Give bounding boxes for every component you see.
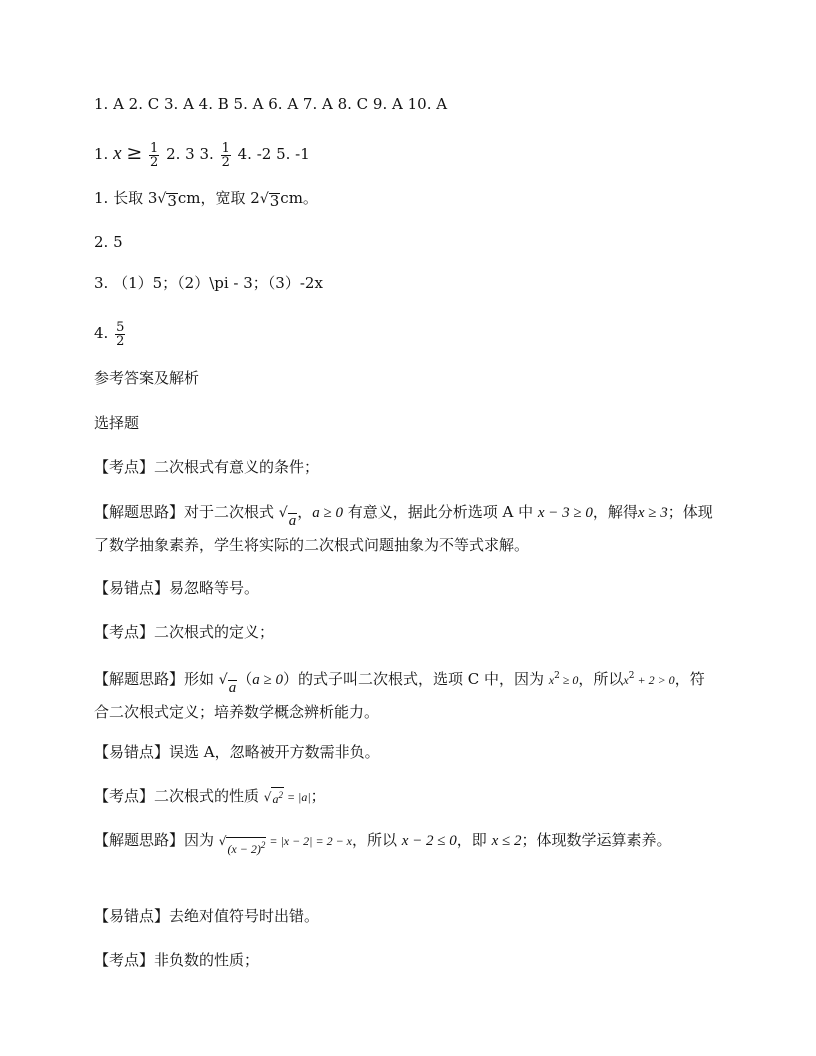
fill-answer-label-1: 1.	[94, 145, 109, 163]
knowledge-point-1	[94, 457, 734, 477]
knowledge-point-2-text: 【考点】二次根式的定义；	[94, 623, 275, 641]
idea1-result: x ≥ 3	[637, 505, 668, 521]
answer-q1-coef1: 3	[147, 189, 158, 207]
idea1-tail: ；体现了数学抽象素养，学生将实际的二次根式问题抽象为不等式求解。	[94, 503, 713, 554]
idea2-so: ，所以	[578, 670, 624, 688]
kp3-abs: = |a|	[283, 790, 311, 804]
fraction-five-halves: $\frac{5}{2}$	[116, 319, 125, 349]
kp3-a: a	[272, 792, 279, 806]
kp3-exp: 2	[278, 790, 283, 800]
fraction-one-half-b: $\frac{1}{2}$	[221, 140, 230, 170]
answer-q3-line	[94, 273, 734, 293]
fraction-one-half-a: $\frac{1}{2}$	[150, 140, 159, 170]
idea2-gt0: + 2 > 0	[634, 673, 675, 687]
kp3-prefix: 【考点】二次根式的性质	[94, 787, 264, 805]
idea3-result: x ≤ 2	[491, 833, 522, 849]
idea2-x2: x	[623, 673, 629, 687]
sqrt-3-b: √ 3	[259, 191, 280, 210]
idea2-exp2: 2	[628, 671, 635, 681]
idea2-mid: ）的式子叫二次根式，选项 C 中，因为	[282, 670, 549, 688]
answer-q4-prefix: 4.	[94, 324, 114, 342]
sqrt-3-a: √ 3	[157, 191, 177, 210]
answer-q3-text: 3. （1）5；（2）\pi - 3；（3）-2x	[94, 274, 323, 292]
section-title	[94, 368, 734, 388]
error-point-1-text: 【易错点】易忽略等号。	[94, 579, 260, 597]
knowledge-point-4-text: 【考点】非负数的性质；	[94, 951, 260, 969]
solution-idea-1	[94, 496, 716, 561]
error-point-2	[94, 742, 734, 762]
solution-idea-2	[94, 660, 716, 728]
kp3-end: ；	[310, 787, 326, 805]
idea1-prefix: 【解题思路】对于二次根式	[94, 503, 279, 521]
error-point-3-text: 【易错点】去绝对值符号时出错。	[94, 907, 320, 925]
knowledge-point-2	[94, 622, 734, 642]
sqrt-a-1: √ a	[278, 505, 297, 529]
idea2-open: （	[237, 670, 253, 688]
sqrt-a-squared: √ $a^2$	[264, 787, 284, 807]
idea3-base: (x − 2)	[227, 842, 261, 856]
subsection-title-text: 选择题	[94, 414, 140, 432]
sqrt-a-2: √ a	[218, 672, 237, 696]
subsection-title	[94, 413, 734, 433]
idea3-prefix: 【解题思路】因为	[94, 831, 219, 849]
answer-q2-text: 2. 5	[94, 233, 123, 251]
error-point-1	[94, 578, 734, 598]
sqrt-x-minus-2-squared: √ $(x - 2)^2$	[218, 834, 266, 856]
idea1-mid: 有意义，据此分析选项 A 中	[342, 503, 538, 521]
knowledge-point-4	[94, 950, 734, 970]
math-var-x: x	[113, 143, 122, 164]
knowledge-point-3	[94, 786, 734, 807]
idea2-cond: a ≥ 0	[252, 672, 283, 688]
idea3-so: ，所以	[352, 831, 402, 849]
choice-answers-text: 1. A 2. C 3. A 4. B 5. A 6. A 7. A 8. C 9. A 10. A	[94, 95, 448, 113]
answer-q1-mid: ，宽取	[200, 189, 251, 207]
idea1-cond: a ≥ 0	[312, 505, 343, 521]
idea2-x: x	[548, 673, 555, 687]
answer-q2-line	[94, 232, 734, 252]
answer-q1-coef2: 2	[250, 189, 260, 207]
choice-answers-line	[94, 94, 734, 114]
idea3-exp: 2	[260, 840, 266, 850]
unit-cm-1: cm	[177, 189, 201, 207]
section-title-text: 参考答案及解析	[94, 369, 200, 387]
fill-answer-tail-text: 4. -2 5. -1	[237, 145, 310, 163]
answer-q1-end: 。	[302, 189, 318, 207]
answer-q1-prefix: 1. 长取	[94, 189, 148, 207]
error-point-3	[94, 906, 734, 926]
idea2-exp: 2	[554, 671, 560, 681]
answer-q1-line	[94, 188, 734, 209]
error-point-2-text: 【易错点】误选 A，忽略被开方数需非负。	[94, 743, 380, 761]
idea3-abs-eq: = |x − 2| = 2 − x	[266, 834, 352, 848]
answer-q4-line	[94, 318, 734, 348]
knowledge-point-1-text: 【考点】二次根式有意义的条件；	[94, 458, 320, 476]
fill-answers-line	[94, 138, 734, 168]
idea1-comma: ，	[297, 503, 313, 521]
idea3-ineq: x − 2 ≤ 0	[401, 833, 457, 849]
idea3-ie: ，即	[456, 831, 492, 849]
idea1-ineq: x − 3 ≥ 0	[537, 505, 593, 521]
solution-idea-3	[94, 824, 716, 857]
idea2-prefix: 【解题思路】形如	[94, 670, 219, 688]
idea1-solve: ，解得	[592, 503, 638, 521]
math-ge-sign: ≥	[126, 142, 143, 164]
fill-answer-mid-text: 2. 3 3.	[166, 145, 214, 163]
idea2-tail: ，符合二次根式定义；培养数学概念辨析能力。	[94, 670, 705, 721]
unit-cm-2: cm	[280, 189, 303, 207]
idea2-ge0: ≥ 0	[559, 673, 579, 687]
idea3-tail: ；体现数学运算素养。	[521, 831, 672, 849]
